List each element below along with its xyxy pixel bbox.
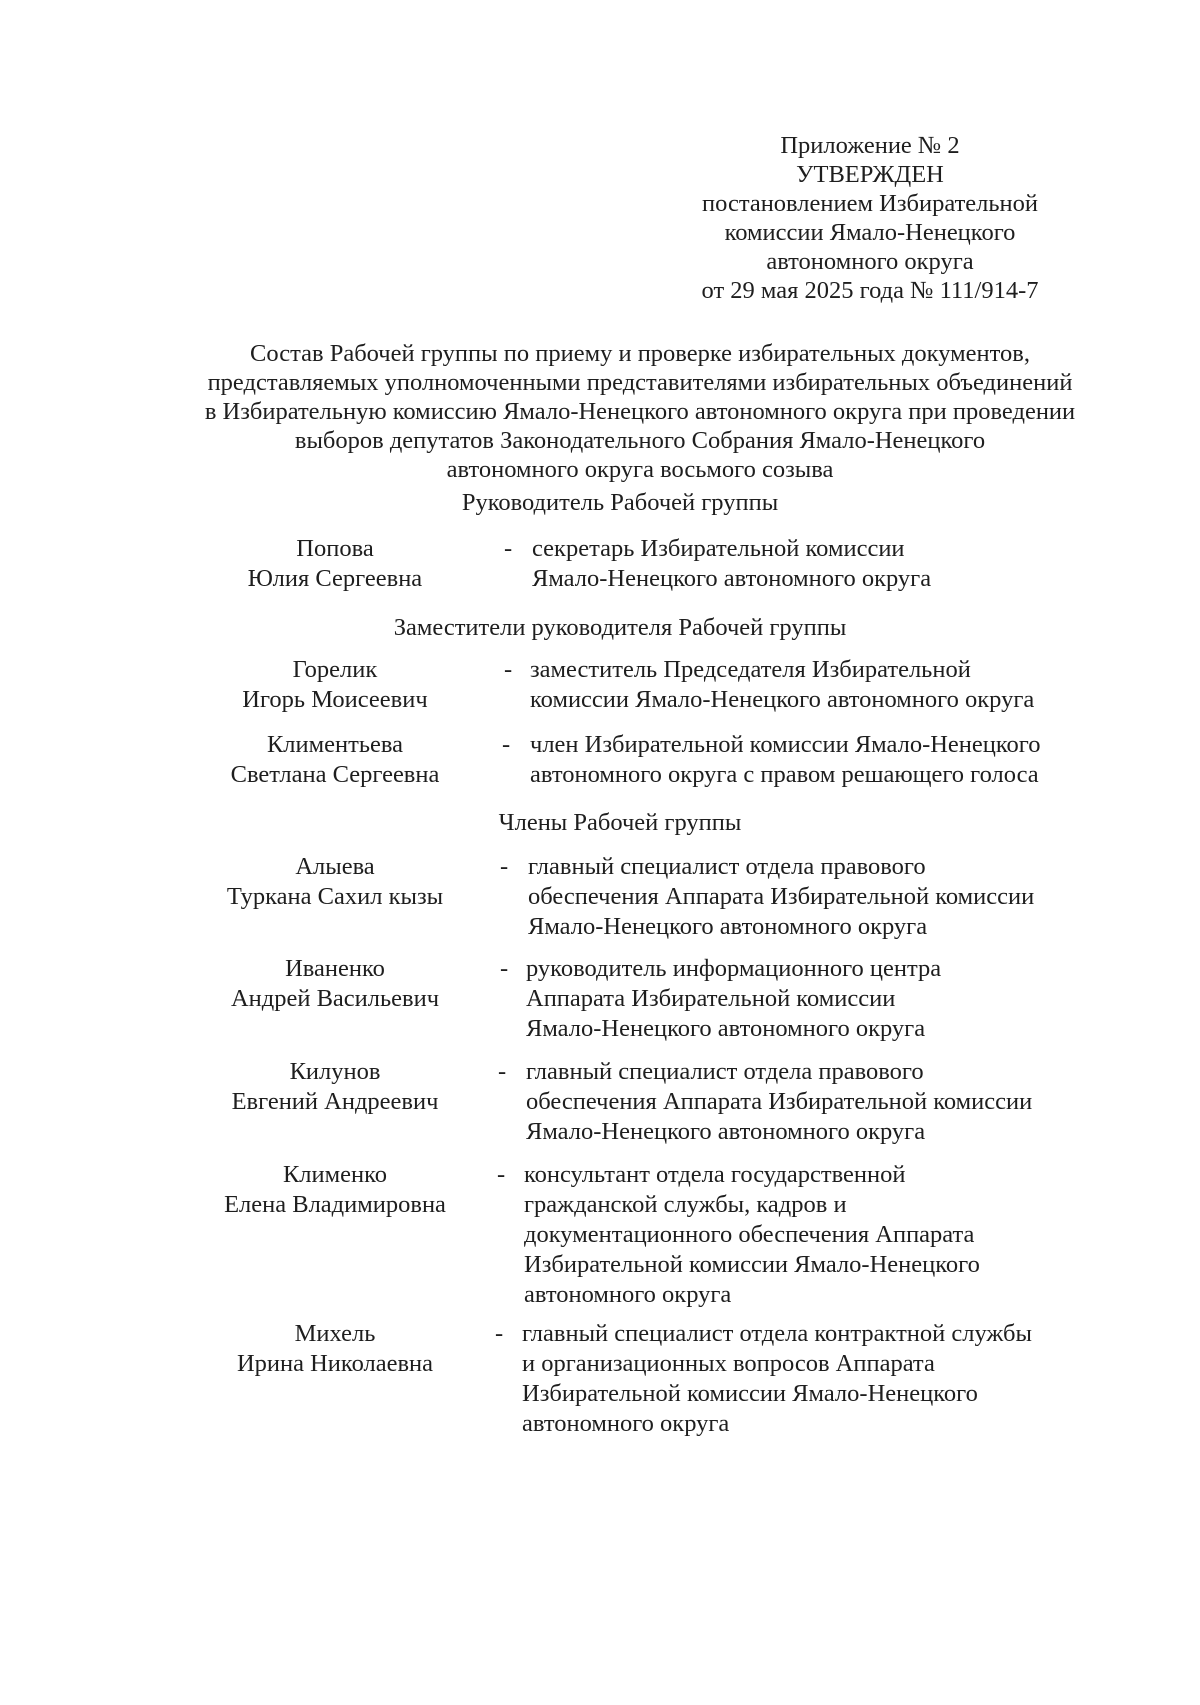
role-line: обеспечения Аппарата Избирательной комиссии — [526, 1088, 1033, 1115]
separator-dash: - — [500, 955, 509, 982]
role-line: документационного обеспечения Аппарата — [524, 1221, 975, 1248]
approval-date-number: от 29 мая 2025 года № 111/914-7 — [701, 277, 1039, 304]
approved-label: УТВЕРЖДЕН — [796, 161, 944, 188]
role-line: секретарь Избирательной комиссии — [532, 535, 905, 562]
member-role — [530, 730, 1130, 790]
separator-dash: - — [504, 656, 513, 683]
section-heading-members: Члены Рабочей группы — [498, 809, 742, 836]
title-line: автономного округа восьмого созыва — [446, 456, 834, 483]
role-line: обеспечения Аппарата Избирательной комиссии — [528, 883, 1035, 910]
approval-stamp-block — [700, 131, 1040, 305]
title-line: выборов депутатов Законодательного Собрания Ямало-Ненецкого — [294, 427, 986, 454]
member-given-name: Елена Владимировна — [224, 1191, 446, 1218]
member-surname: Иваненко — [285, 955, 385, 982]
member-given-name: Туркана Сахил кызы — [226, 883, 444, 910]
member-role — [522, 1319, 1122, 1439]
role-line: Ямало-Ненецкого автономного округа — [528, 913, 928, 940]
role-line: главный специалист отдела правового — [526, 1058, 924, 1085]
title-line: представляемых уполномоченными представителями избирательных объединений — [207, 369, 1073, 396]
separator-dash: - — [502, 731, 511, 758]
member-given-name: Юлия Сергеевна — [247, 565, 423, 592]
member-given-name: Ирина Николаевна — [236, 1350, 434, 1377]
role-line: консультант отдела государственной — [524, 1161, 906, 1188]
role-line: Аппарата Избирательной комиссии — [526, 985, 896, 1012]
role-line: Ямало-Ненецкого автономного округа — [532, 565, 932, 592]
member-given-name: Игорь Моисеевич — [242, 686, 428, 713]
title-line: в Избирательную комиссию Ямало-Ненецкого автономного округа при проведении — [204, 398, 1076, 425]
title-line: Состав Рабочей группы по приему и проверке избирательных документов, — [250, 340, 1030, 367]
member-name — [190, 1160, 480, 1220]
role-line: главный специалист отдела правового — [528, 853, 926, 880]
section-heading-leader: Руководитель Рабочей группы — [461, 489, 779, 516]
member-surname: Михель — [294, 1320, 376, 1347]
document-title — [160, 339, 1120, 484]
member-surname: Климентьева — [266, 731, 404, 758]
member-surname: Килунов — [289, 1058, 381, 1085]
role-line: автономного округа — [522, 1410, 730, 1437]
member-surname: Попова — [296, 535, 374, 562]
role-line: заместитель Председателя Избирательной — [530, 656, 971, 683]
appendix-number: Приложение № 2 — [780, 132, 960, 159]
role-line: автономного округа — [524, 1281, 732, 1308]
member-surname: Горелик — [292, 656, 378, 683]
member-name — [190, 852, 480, 912]
role-line: и организационных вопросов Аппарата — [522, 1350, 935, 1377]
role-line: Избирательной комиссии Ямало-Ненецкого — [522, 1380, 978, 1407]
separator-dash: - — [498, 1058, 507, 1085]
member-name — [190, 954, 480, 1014]
separator-dash: - — [497, 1161, 506, 1188]
section-heading-deputies: Заместители руководителя Рабочей группы — [393, 614, 847, 641]
approval-line: постановлением Избирательной — [701, 190, 1039, 217]
member-surname: Алыева — [295, 853, 375, 880]
member-given-name: Светлана Сергеевна — [230, 761, 440, 788]
role-line: гражданской службы, кадров и — [524, 1191, 847, 1218]
separator-dash: - — [495, 1320, 504, 1347]
member-name — [190, 1319, 480, 1379]
role-line: автономного округа с правом решающего голоса — [530, 761, 1039, 788]
member-given-name: Евгений Андреевич — [231, 1088, 439, 1115]
approval-line: комиссии Ямало-Ненецкого — [724, 219, 1016, 246]
role-line: Ямало-Ненецкого автономного округа — [526, 1118, 926, 1145]
role-line: Избирательной комиссии Ямало-Ненецкого — [524, 1251, 980, 1278]
approval-line: автономного округа — [766, 248, 974, 275]
member-role — [526, 954, 1126, 1044]
member-name — [190, 534, 480, 594]
member-role — [532, 534, 1132, 594]
member-role — [524, 1160, 1124, 1310]
role-line: Ямало-Ненецкого автономного округа — [526, 1015, 926, 1042]
separator-dash: - — [504, 535, 513, 562]
role-line: руководитель информационного центра — [526, 955, 942, 982]
member-surname: Клименко — [282, 1161, 388, 1188]
member-role — [526, 1057, 1126, 1147]
separator-dash: - — [500, 853, 509, 880]
member-name — [190, 730, 480, 790]
member-name — [190, 1057, 480, 1117]
role-line: комиссии Ямало-Ненецкого автономного округа — [530, 686, 1035, 713]
role-line: член Избирательной комиссии Ямало-Ненецкого — [530, 731, 1041, 758]
role-line: главный специалист отдела контрактной службы — [522, 1320, 1032, 1347]
member-role — [528, 852, 1128, 942]
member-name — [190, 655, 480, 715]
member-role — [530, 655, 1130, 715]
member-given-name: Андрей Васильевич — [230, 985, 440, 1012]
